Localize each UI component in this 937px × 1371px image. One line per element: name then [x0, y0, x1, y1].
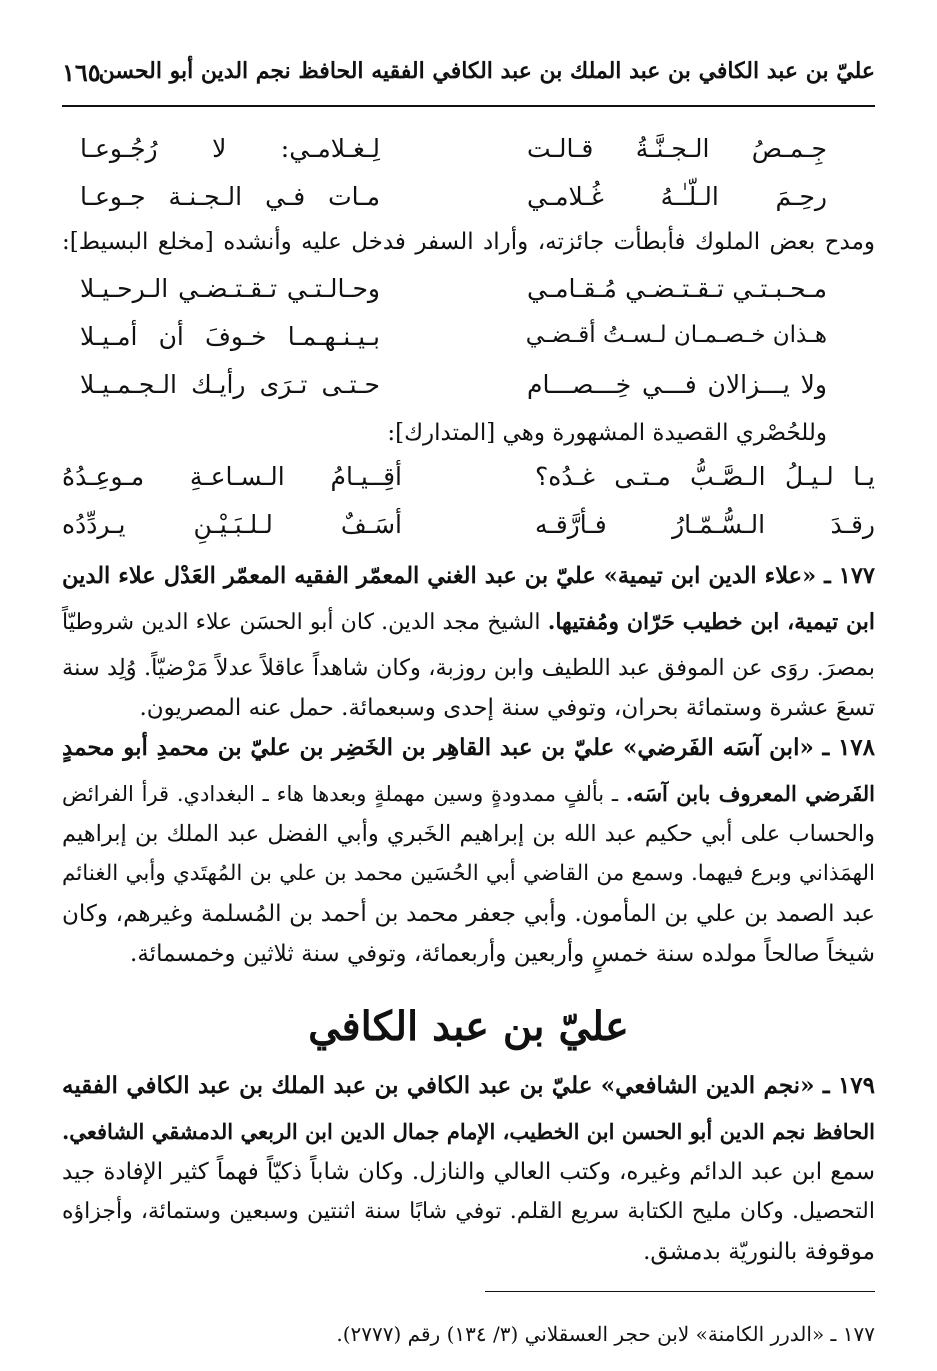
verse-first-hemistich: مـحـبـتـي تـقـتـضـي مُـقـامـي: [527, 274, 827, 303]
entry-178-heading: ١٧٨ ـ «ابن آسَه الفَرضي» عليّ بن عبد القاهِر بن الخَضِر بن عليّ بن محمدِ أبو محمدٍ: [62, 734, 875, 761]
verse-first-hemistich: جِـمـصُ الـجـنَّـةُ قـالـت: [527, 134, 827, 163]
verse-first-hemistich: ولا يـــزالان فـــي خِـــصـــام: [527, 370, 827, 399]
verse-second-hemistich: أقِــيـامُ الـسـاعـةِ مـوعِـدُهُ: [62, 462, 402, 491]
paragraph-line: سمع ابن عبد الدائم وغيره، وكتب العالي والنازل. وكان شاباً ذكيّاً فهماً كثير الإفادة جيد: [62, 1159, 875, 1185]
verse-second-hemistich: بـيـنـهـمـا خـوفَ أن أمـيـلا: [80, 322, 380, 351]
entry-179-heading: ١٧٩ ـ «نجم الدين الشافعي» عليّ بن عبد الكافي بن عبد الملك بن عبد الكافي الفقيه: [62, 1072, 875, 1099]
entry-178-text: ـ بألفٍ ممدودةٍ وسين مهملةٍ وبعدها هاء ـ البغدادي. قرأ الفرائض: [62, 782, 619, 806]
paragraph-line: شيخاً صالحاً مولده سنة خمسٍ وأربعين وأربعمائة، وتوفي سنة ثلاثين وخمسمائة.: [130, 941, 875, 967]
entry-178-heading-cont: الفَرضي المعروف بابن آسَه.: [625, 781, 875, 806]
paragraph-line: ومدح بعض الملوك فأبطأت جائزته، وأراد السفر فدخل عليه وأنشده [مخلع البسيط]:: [62, 229, 875, 255]
verse-second-hemistich: مـات فـي الـجـنـة جـوعـا: [80, 182, 380, 211]
paragraph-line: عبد الصمد بن علي بن المأمون. وأبي جعفر محمد بن أحمد بن المُسلمة وغيرهم، وكان: [62, 901, 875, 927]
verse-first-hemistich: يـا لـيـلُ الـصَّـبُّ مـتـى غـدُه؟: [535, 462, 875, 491]
verse-first-hemistich: هـذان خـصـمـان لـسـتُ أقـضـي: [525, 322, 827, 348]
paragraph-line: بمصرَ. روَى عن الموفق عبد اللطيف وابن روزبة، وكان شاهداً عاقلاً عدلاً مَرْضيّاً. وُلِد سنة: [62, 655, 875, 681]
section-heading: عليّ بن عبد الكافي: [308, 1003, 629, 1050]
entry-177-heading: ١٧٧ ـ «علاء الدين ابن تيمية» عليّ بن عبد الغني المعمّر الفقيه المعمّر العَدْل علاء الدين: [62, 563, 875, 589]
paragraph-line: والحساب على أبي حكيم عبد الله بن إبراهيم الخَبري وأبي الفضل عبد الملك بن إبراهيم: [62, 821, 875, 847]
verse-first-hemistich: رحِـمَ الـلّـٰـهُ غُـلامـي: [527, 182, 827, 211]
verse: [80, 322, 827, 368]
verse-second-hemistich: حـتـى تـرَى رأيـك الـجـمـيـلا: [80, 370, 380, 399]
paragraph-line: وللحُصْري القصيدة المشهورة وهي [المتدارك]:: [387, 420, 827, 446]
paragraph-line: [62, 599, 875, 646]
verse: [62, 510, 875, 556]
paragraph-line: موقوفة بالنوريّة بدمشق.: [643, 1239, 875, 1265]
verse: [62, 462, 875, 508]
verse: [80, 274, 827, 320]
page-header: [62, 58, 875, 102]
footnote-rule: [485, 1291, 875, 1292]
running-title: عليّ بن عبد الكافي بن عبد الملك بن عبد الكافي الفقيه الحافظ نجم الدين أبو الحسن: [98, 58, 875, 84]
verse-second-hemistich: لِـغـلامـي: لا رُجُـوعـا: [80, 134, 380, 163]
paragraph-line: التحصيل. وكان مليح الكتابة سريع القلم. توفي شابًا سنة اثنتين وسبعين وستمائة، وأجزاؤه: [62, 1199, 875, 1224]
header-rule: [62, 105, 875, 107]
page-number: ١٦٥: [62, 58, 101, 87]
verse: [80, 134, 827, 180]
entry-179-heading-cont: الحافظ نجم الدين أبو الحسن ابن الخطيب، الإمام جمال الدين ابن الربعي الدمشقي الشافعي.: [62, 1119, 875, 1144]
paragraph-line: الهمَذاني وبرع فيهما. وسمع من القاضي أبي الحُسَين محمد بن علي بن المُهتَدي وأبي الغنائم: [62, 861, 875, 886]
footnote: ١٧٧ ـ «الدرر الكامنة» لابن حجر العسقلاني (٣/ ١٣٤) رقم (٢٧٧٧).: [336, 1322, 875, 1346]
verse-first-hemistich: رقـدَ الـسُّـمّـارُ فـأرَّقـه: [535, 510, 875, 539]
verse-second-hemistich: وحـالـتـي تـقـتـضـي الـرحـيـلا: [80, 274, 380, 303]
entry-177-text: الشيخ مجد الدين. كان أبو الحسَن علاء الدين شروطيّاً: [62, 610, 541, 635]
verse-second-hemistich: أسَـفٌ لـلـبَـيْـنِ يـردِّدُه: [62, 510, 402, 539]
entry-177-heading-cont: ابن تيمية، ابن خطيب حَرّان ومُفتيها.: [547, 609, 875, 635]
paragraph-line: تسعَ عشرة وستمائة بحران، وتوفي سنة إحدى وسبعمائة. حمل عنه المصريون.: [139, 695, 875, 721]
